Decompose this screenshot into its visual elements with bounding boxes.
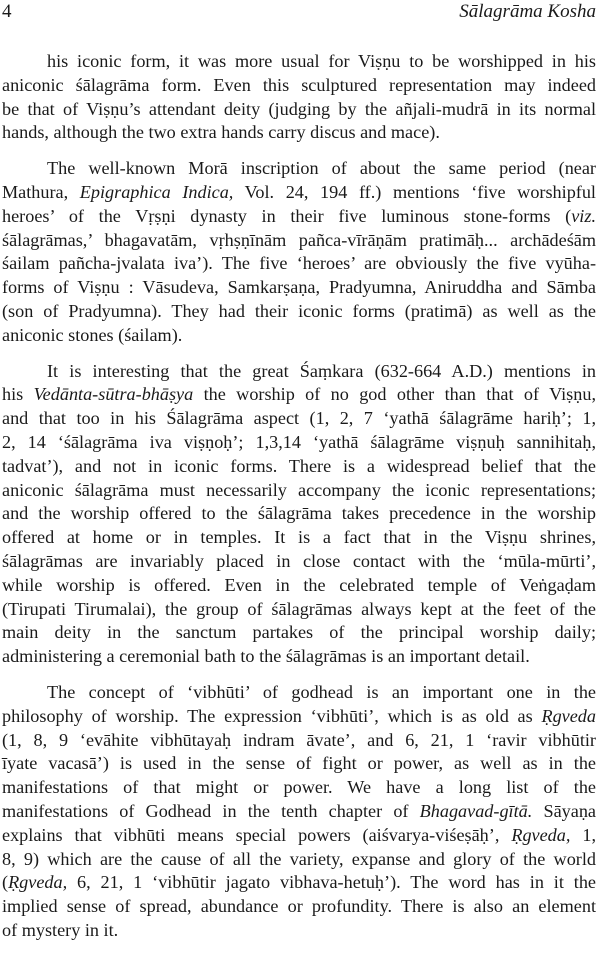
text-span: (1, 8, 9 ‘evāhite vibhūtayaḥ indram āvate’, and 6, 21, 1 ‘ravir vibhūtir — [2, 729, 596, 750]
text-span: (Tirupati Tirumalai), the group of śālagrāmas always kept at the feet of the — [2, 598, 596, 619]
text-span: and that too in his Śālagrāma aspect (1, 2, 7 ‘yathā śālagrāme hariḥ’; 1, — [2, 408, 596, 429]
text-line — [2, 729, 596, 753]
text-span: 2, 14 ‘śālagrāma iva viṣṇoḥ’; 1,3,14 ‘yathā śālagrāme viṣṇuḥ sannihitaḥ, — [2, 431, 596, 452]
text-line — [2, 407, 596, 431]
text-span: Sāyaṇa — [532, 800, 596, 821]
text-span: of mystery in it. — [2, 919, 119, 940]
text-line — [2, 705, 596, 729]
text-span: 8, 9) which are the cause of all the variety, expanse and glory of the world — [2, 848, 596, 869]
text-span: explains that vibhūti means special powers (aiśvarya-viśeṣāḥ’, — [2, 824, 512, 845]
text-span: (son of Pradyumna). They had their iconic forms (pratimā) as well as the — [2, 300, 596, 321]
text-line — [2, 360, 596, 384]
text-span: his — [2, 384, 34, 405]
text-span: īyate vacasā’) is used in the sense of fight or power, as well as in the — [2, 753, 596, 774]
paragraph — [2, 681, 596, 943]
text-line — [2, 205, 596, 229]
text-line — [2, 300, 596, 324]
paragraph — [2, 360, 596, 669]
text-line — [2, 121, 596, 145]
italic-text: viz. — [571, 205, 596, 226]
text-line — [2, 526, 596, 550]
text-line — [2, 98, 596, 122]
text-span: Mathura, — [2, 181, 80, 202]
text-line — [2, 431, 596, 455]
text-span: main deity in the sanctum partakes of the principal worship daily; — [2, 622, 596, 643]
italic-text: Epigraphica Indica, — [79, 181, 234, 202]
text-line — [2, 681, 596, 705]
text-line — [2, 252, 596, 276]
italic-text: Ṛgveda — [541, 705, 596, 726]
text-line — [2, 502, 596, 526]
text-span: tadvat’), and not in iconic forms. There is a widespread belief that the — [2, 455, 596, 476]
text-span: śālagrāmas are invariably placed in close contact with the ‘mūla-mūrti’, — [2, 550, 596, 571]
text-line — [2, 919, 596, 943]
italic-text: Vedānta-sūtra-bhāṣya — [33, 384, 194, 405]
text-line — [2, 157, 596, 181]
text-line — [2, 776, 596, 800]
text-line — [2, 824, 596, 848]
text-span: aniconic śālagrāma must necessarily accompany the iconic representations; — [2, 479, 596, 500]
text-line — [2, 50, 596, 74]
paragraph — [2, 157, 596, 347]
text-line — [2, 455, 596, 479]
text-span: aniconic śālagrāma form. Even this sculptured representation may indeed — [2, 74, 596, 95]
text-span: heroes’ of the Vṛṣṇi dynasty in their five luminous stone-forms ( — [2, 205, 572, 226]
text-line — [2, 479, 596, 503]
text-span: ( — [2, 872, 9, 893]
text-span: hands, although the two extra hands carry discus and mace). — [2, 122, 440, 143]
running-title: Sālagrāma Kosha — [459, 1, 596, 22]
text-span: his iconic form, it was more usual for Viṣṇu to be worshipped in his — [47, 51, 596, 71]
text-span: implied sense of spread, abundance or profundity. There is also an element — [2, 896, 596, 917]
italic-text: Ṛgveda, — [8, 872, 68, 893]
text-span: 6, 21, 1 ‘vibhūtir jagato vibhava-hetuḥ’). The word has in it the — [67, 872, 596, 893]
text-span: the worship of no god other than that of Viṣṇu, — [193, 384, 596, 405]
text-span: be that of Viṣṇu’s attendant deity (judging by the añjali-mudrā in its normal — [2, 98, 596, 119]
italic-text: Bhagavad-gītā. — [419, 800, 533, 821]
text-line — [2, 181, 596, 205]
text-line — [2, 383, 596, 407]
text-line — [2, 550, 596, 574]
text-line — [2, 848, 596, 872]
text-span: forms of Viṣṇu : Vāsudeva, Samkarṣaṇa, Pradyumna, Aniruddha and Sāmba — [2, 277, 596, 298]
text-line — [2, 800, 596, 824]
text-line — [2, 74, 596, 98]
italic-text: Ṛgveda, — [511, 824, 571, 845]
text-line — [2, 229, 596, 253]
text-line — [2, 871, 596, 895]
text-span: manifestations of that might or power. We have a long list of the — [2, 777, 596, 798]
text-span: śālagrāmas,’ bhagavatām, vṛhṣṇīnām pañca-vīrāṇām pratimāḥ... archādeśām — [2, 229, 596, 250]
text-span: and the worship offered to the śālagrāma takes precedence in the worship — [2, 503, 596, 524]
text-line — [2, 324, 596, 348]
paragraph — [2, 50, 596, 145]
text-span: 1, — [570, 824, 596, 845]
text-span: while worship is offered. Even in the celebrated temple of Veṅgaḍam — [2, 574, 596, 595]
text-line — [2, 895, 596, 919]
text-span: śailam pañcha-jvalata iva’). The five ‘heroes’ are obviously the five vyūha- — [2, 253, 596, 274]
text-line — [2, 276, 596, 300]
text-line — [2, 598, 596, 622]
text-line — [2, 574, 596, 598]
text-span: administering a ceremonial bath to the śālagrāmas is an important detail. — [2, 646, 530, 667]
running-header — [0, 0, 600, 40]
text-span: offered at home or in temples. It is a fact that in the Viṣṇu shrines, — [2, 527, 596, 548]
text-span: philosophy of worship. The expression ‘vibhūti’, which is as old as — [2, 705, 542, 726]
text-span: It is interesting that the great Śaṃkara (632-664 A.D.) mentions in — [47, 360, 596, 381]
text-span: The well-known Morā inscription of about the same period (near — [47, 158, 596, 179]
text-span: The concept of ‘vibhūti’ of godhead is an important one in the — [47, 681, 596, 702]
text-span: Vol. 24, 194 ff.) mentions ‘five worshipful — [233, 181, 596, 202]
text-span: aniconic stones (śailam). — [2, 324, 183, 345]
text-line — [2, 645, 596, 669]
text-line — [2, 752, 596, 776]
text-span: manifestations of Godhead in the tenth chapter of — [2, 800, 420, 821]
text-line — [2, 621, 596, 645]
body-text — [2, 50, 596, 955]
page-number: 4 — [2, 1, 12, 22]
